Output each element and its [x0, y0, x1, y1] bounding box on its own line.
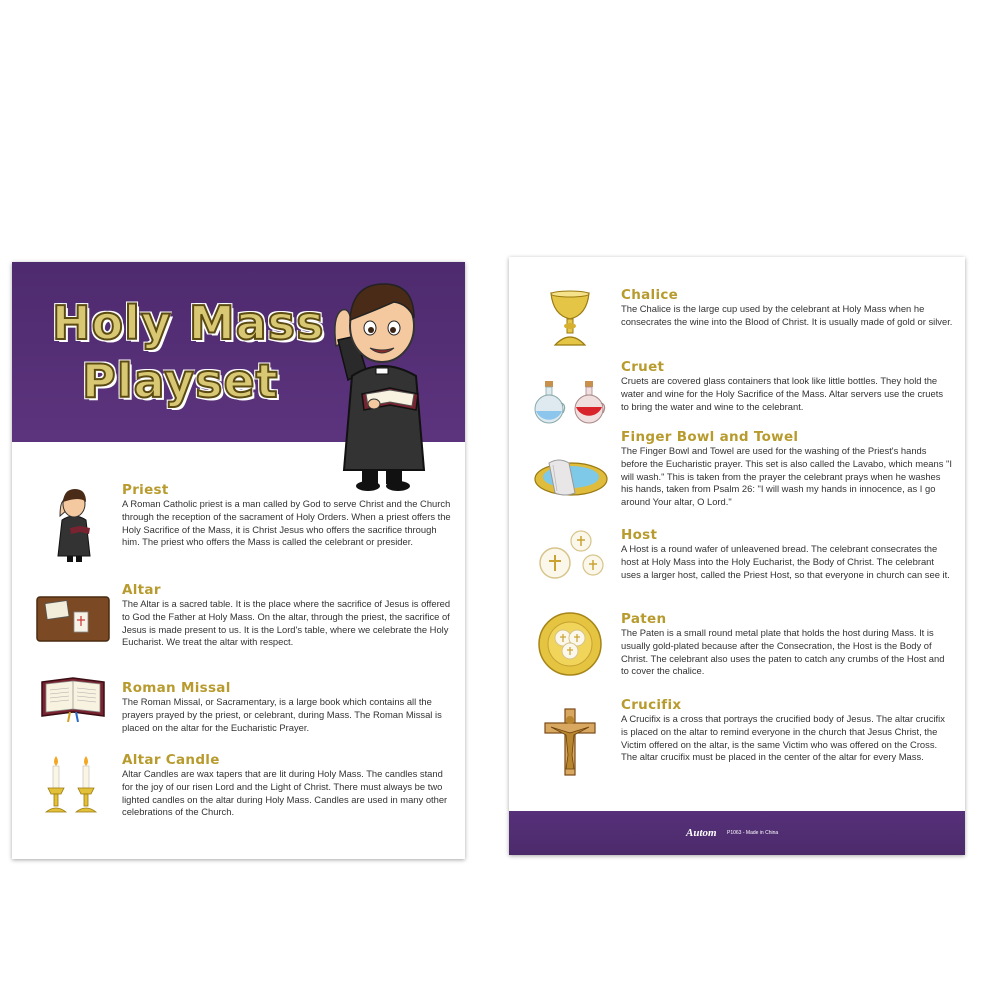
crucifix-icon	[543, 707, 597, 777]
entry-title: Paten	[621, 611, 667, 627]
host-icon	[537, 529, 605, 585]
entry-text: A Roman Catholic priest is a man called by God to serve Christ and the Church through the reception of the sacrament of Holy Orders. When a priest offers the Holy Sacrifice of the Mass, it is Christ Jesus who offers the sacrifice through him. The priest who offers the Mass is called the celebrant or presider.	[122, 498, 451, 548]
footer-note: P1063 - Made in China	[727, 830, 779, 836]
priest-illustration	[322, 276, 442, 496]
entry-altar-candle	[122, 752, 452, 819]
entry-text: A Crucifix is a cross that portrays the crucified body of Jesus. The altar crucifix is placed on the altar to remind everyone in the church that Jesus Christ, the Victim offered on the altar, is the same Victim who was offered on the Cross. The altar crucifix must be placed in the center of the altar for every Mass.	[621, 713, 945, 763]
entry-priest	[122, 482, 452, 549]
entry-text: The Roman Missal, or Sacramentary, is a large book which contains all the prayers prayed by the priest, or celebrant, during Mass. The Roman Missal is placed on the altar for the Eucharistic Prayer.	[122, 696, 442, 733]
candle-icon	[42, 754, 106, 816]
entry-title: Finger Bowl and Towel	[621, 429, 799, 445]
entry-text: Altar Candles are wax tapers that are lit during Holy Mass. The candles stand for the joy of our risen Lord and the Light of Christ. There must always be two lighted candles on the altar during Holy Mass. Candles are used in many other celebrations of the Church.	[122, 768, 448, 818]
footer-band	[509, 811, 965, 855]
entry-title: Crucifix	[621, 697, 682, 713]
entry-finger-bowl-and-towel	[621, 429, 953, 509]
entry-text: The Chalice is the large cup used by the celebrant at Holy Mass when he consecrates the wine into the Blood of Christ. It is usually made of gold or silver.	[621, 303, 953, 327]
entry-host	[621, 527, 953, 581]
entry-title: Altar Candle	[122, 752, 220, 768]
entry-title: Chalice	[621, 287, 679, 303]
entry-text: A Host is a round wafer of unleavened bread. The celebrant consecrates the host at Holy Mass into the Holy Eucharist, the Body of Christ. The celebrant uses a larger host, called the Priest Host, so that everyone in church can see it.	[621, 543, 950, 580]
brand-logo: Autom	[686, 827, 717, 839]
entry-text: The Finger Bowl and Towel are used for the washing of the Priest's hands before the Eucharistic prayer. This set is also called the Lavabo, which means "I will wash." This is taken from the prayer the celebrant prays when he washes his hands, taken from Psalm 26: "I will wash my hands in innocence, as I go around Your altar, O Lord."	[621, 445, 952, 508]
paten-icon	[537, 611, 603, 677]
entry-crucifix	[621, 697, 953, 764]
entry-chalice	[621, 287, 953, 329]
entry-text: Cruets are covered glass containers that look like little bottles. They hold the water and wine for the Holy Sacrifice of the Mass. Altar servers use the cruets to bring the water and wine to the celebrant.	[621, 375, 944, 412]
missal-icon	[40, 676, 106, 722]
entry-title: Altar	[122, 582, 161, 598]
entry-cruet	[621, 359, 953, 413]
entry-title: Roman Missal	[122, 680, 231, 696]
altar-icon	[36, 596, 110, 642]
finger-bowl-icon	[533, 455, 609, 499]
entry-text: The Paten is a small round metal plate that holds the host during Mass. It is usually gold-plated because after the Consecration, the Host is the Body of Christ. The celebrant also uses the paten to catch any crumbs of the Host and to cover the chalice.	[621, 627, 945, 677]
entry-title: Host	[621, 527, 658, 543]
chalice-icon	[547, 289, 593, 349]
title-line-2: Playset	[82, 354, 279, 408]
right-card	[509, 257, 965, 855]
title-line-1: Holy Mass	[52, 296, 325, 350]
entry-roman-missal	[122, 680, 452, 734]
entry-title: Cruet	[621, 359, 665, 375]
priest-icon	[54, 486, 94, 566]
entry-altar	[122, 582, 452, 649]
left-card	[12, 262, 465, 859]
entry-paten	[621, 611, 953, 678]
cruet-icon	[533, 379, 607, 425]
entry-title: Priest	[122, 482, 169, 498]
entry-text: The Altar is a sacred table. It is the place where the sacrifice of Jesus is offered to God the Father at Holy Mass. On the altar, through the priest, the sacrifice of Jesus is made present to us. It is the Lord's table, where we celebrate the Holy Eucharist. We treat the altar with respect.	[122, 598, 451, 648]
